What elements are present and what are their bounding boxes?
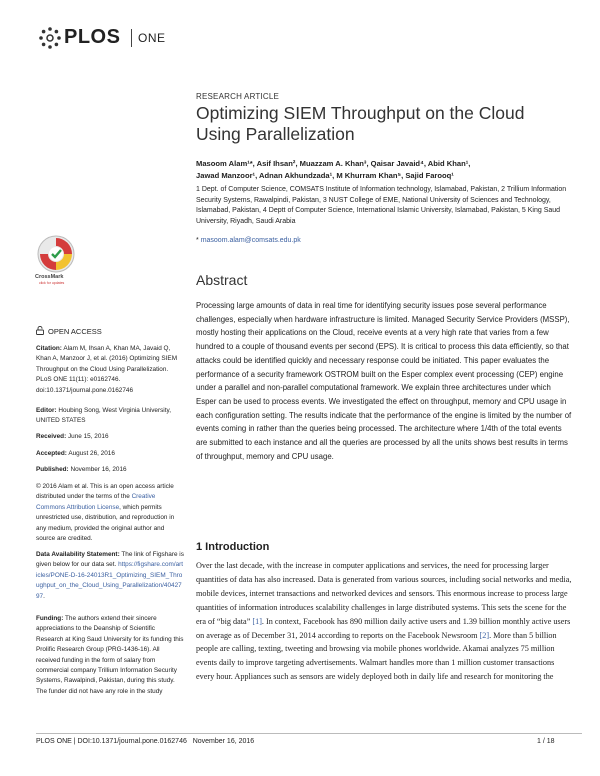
intro-heading: 1 Introduction bbox=[196, 541, 270, 553]
funding-label: Funding: bbox=[36, 615, 64, 622]
open-access-badge bbox=[36, 326, 102, 336]
editor-label: Editor: bbox=[36, 407, 57, 414]
editor-text: Houbing Song, West Virginia University, UNITED STATES bbox=[36, 407, 171, 425]
data-availability-end: . bbox=[43, 592, 45, 600]
citation-link[interactable]: [1] bbox=[252, 616, 262, 626]
journal-logo[interactable] bbox=[38, 26, 178, 50]
journal-sub: ONE bbox=[138, 31, 166, 45]
received-date: June 15, 2016 bbox=[67, 433, 109, 440]
received-label: Received: bbox=[36, 433, 67, 440]
article-title: Optimizing SIEM Throughput on the Cloud Using Parallelization bbox=[196, 103, 525, 144]
author-list bbox=[196, 158, 576, 182]
license-link[interactable]: Creative Commons Attribution License bbox=[36, 493, 156, 511]
journal-name: PLOS bbox=[64, 26, 121, 48]
citation-link[interactable]: [2] bbox=[479, 630, 490, 640]
crossmark-icon bbox=[36, 234, 76, 274]
intro-text: . In context, Facebook has 890 million daily active users and 1.39 billion monthly active users on average as of December 31, 2014 according to reports on the Facebook Newsroom bbox=[196, 616, 571, 640]
funding-block bbox=[36, 614, 184, 697]
author-line: Masoom Alam¹*, Asif Ihsan², Muazzam A. Khan³, Qaisar Javaid⁴, Abid Khan¹, bbox=[196, 159, 471, 168]
data-availability-block bbox=[36, 550, 184, 602]
author-line: Jawad Manzoor¹, Adnan Akhundzada¹, M Khurram Khan⁵, Sajid Farooq¹ bbox=[196, 171, 454, 180]
intro-text: Over the last decade, with the increase in computer applications and services, the need for processing larger quantities of data has also increased. Data is generated from various sources, including social networks and media, mobile devices, internet transactions and networked devices and sensors. This enormous increase to process large quantities of information introduces scalability challenges in large distributed systems. This sets the scene for the era of “big data” bbox=[196, 561, 572, 626]
logo-divider bbox=[131, 29, 132, 47]
page-number: 1 / 18 bbox=[537, 738, 555, 745]
intro-paragraph bbox=[196, 559, 572, 684]
received-block bbox=[36, 432, 184, 442]
published-date: November 16, 2016 bbox=[70, 466, 127, 473]
abstract-heading: Abstract bbox=[196, 272, 248, 288]
citation-block bbox=[36, 344, 184, 396]
crossmark-badge[interactable] bbox=[36, 234, 76, 284]
footer-divider bbox=[36, 733, 582, 734]
editor-block bbox=[36, 406, 184, 427]
copyright-block bbox=[36, 482, 184, 544]
accepted-block bbox=[36, 449, 184, 459]
published-label: Published: bbox=[36, 466, 69, 473]
article-type: RESEARCH ARTICLE bbox=[196, 92, 280, 101]
plos-dots-icon bbox=[38, 26, 62, 50]
open-lock-icon bbox=[36, 326, 44, 335]
data-availability-text: The link of Figshare is given below for our data set. bbox=[36, 551, 184, 569]
data-availability-label: Data Availability Statement: bbox=[36, 551, 120, 558]
funding-text: The authors extend their sincere appreciations to the Deanship of Scientific Research at King Saud University for its funding this Prolific Research Group (PRG-1436-16). All received funding in the form of salary from commercial company Trillium Information Security Systems, Rawalpindi, Pakistan, during this study. The funder did not have any role in the study bbox=[36, 615, 184, 695]
copyright-text-end: , which permits unrestricted use, distribution, and reproduction in any medium, provided the original author and source are credited. bbox=[36, 503, 175, 543]
published-block bbox=[36, 465, 184, 475]
intro-text: . More than 5 billion people are calling, texting, tweeting and browsing via mobile phones worldwide. Akamai analyzes 75 million events daily to improve targeting advertisements. Walmart handles more than 1 million customer transactions every hour. Appliances such as sensors are widely deployed both in daily life and research for monitoring the bbox=[196, 630, 557, 682]
open-access-label: OPEN ACCESS bbox=[48, 327, 102, 336]
accepted-label: Accepted: bbox=[36, 450, 67, 457]
email-link[interactable]: masoom.alam@comsats.edu.pk bbox=[200, 237, 301, 244]
citation-label: Citation: bbox=[36, 345, 62, 352]
accepted-date: August 26, 2016 bbox=[68, 450, 115, 457]
corresponding-email bbox=[196, 237, 301, 244]
email-marker: * bbox=[196, 237, 199, 244]
copyright-text: © 2016 Alam et al. This is an open access article distributed under the terms of the bbox=[36, 483, 174, 501]
crossmark-label: CrossMark bbox=[35, 274, 64, 280]
footer-citation: PLOS ONE | DOI:10.1371/journal.pone.0162746 November 16, 2016 bbox=[36, 738, 255, 745]
figshare-link[interactable]: https://figshare.com/articles/PONE-D-16-24013R1_Optimizing_SIEM_Throughput_on_the_Cloud_Using_Parallelization/4042797 bbox=[36, 561, 184, 600]
abstract-text: Processing large amounts of data in real time for identifying security issues pose several performance challenges, especially when hardware infrastructure is limited. Managed Security Service Providers (MSSP), mostly hosting their applications on the Cloud, receive events at a very high rate that varies from a few hundred to a couple of thousand events per second (EPS). It is critical to process this data efficiently, so that attacks could be identified quickly and necessary response could be initiated. This paper evaluates the performance of a security framework OSTROM built on the Esper complex event processing (CEP) engine under a parallel and non-parallel computational framework. We explain three architectures under which Esper can be used to process events. We investigated the effect on throughput, memory and CPU usage in each configuration setting. The results indicate that the performance of the engine is limited by the number of events coming in rather than the queries being processed. The architecture where 1/4th of the total events are submitted to each instance and all the queries are processed by all the units shows best results in terms of throughput, memory and CPU usage. bbox=[196, 301, 572, 461]
affiliations: 1 Dept. of Computer Science, COMSATS Institute of Information technology, Islamabad, Pakistan, 2 Trillium Information Security Systems, Rawalpindi, Pakistan, 3 NUST College of EME, National University of Sciences and Technology, Islamabad, Pakistan, 4 Deptt of Computer Science, International Islamic University, Islamabad, Pakistan, 5 King Saud University, Riyadh, Saudi Arabia bbox=[196, 186, 567, 225]
citation-text: Alam M, Ihsan A, Khan MA, Javaid Q, Khan A, Manzoor J, et al. (2016) Optimizing SIEM Throughput on the Cloud Using Parallelization. PLoS ONE 11(11): e0162746. doi:10.1371/journal.pone.0162746 bbox=[36, 345, 178, 394]
crossmark-sub: click for updates bbox=[39, 281, 65, 285]
